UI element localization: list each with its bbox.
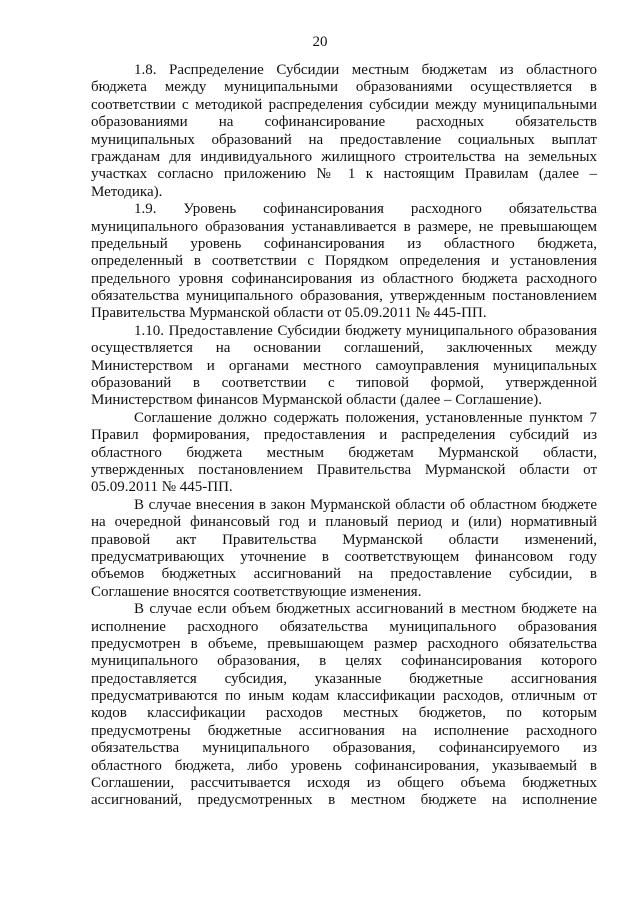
paragraph [91, 497, 597, 601]
paragraph [91, 62, 597, 201]
text-line: предусмотрен в объеме, превышающем размер расходного обязательства [91, 635, 597, 652]
text-line: на очередной финансовый год и плановый период и (или) нормативный [91, 514, 597, 531]
text-line: В случае если объем бюджетных ассигнований в местном бюджете на [134, 601, 597, 618]
text-line: предельный уровень софинансирования из областного бюджета, [91, 235, 597, 252]
text-line: осуществляется на основании соглашений, заключенных между [91, 340, 597, 357]
text-line: муниципальных образований на предоставление социальных выплат [91, 131, 597, 148]
text-line: Правил формирования, предоставления и распределения субсидий из [91, 427, 597, 444]
text-line: областного бюджета местным бюджетам Мурманской области, [91, 444, 597, 461]
text-line: бюджета между муниципальными образованиями осуществляется в [91, 79, 597, 96]
text-line: образований в соответствии с типовой формой, утвержденной [91, 375, 597, 392]
paragraph [91, 201, 597, 323]
text-line: Соглашение должно содержать положения, установленные пунктом 7 [134, 409, 597, 426]
text-line: правовой акт Правительства Мурманской области изменений, [91, 531, 597, 548]
text-line: 1.10. Предоставление Субсидии бюджету муниципального образования [134, 322, 597, 339]
text-line: 1.8. Распределение Субсидии местным бюджетам из областного [134, 62, 597, 78]
text-line: областного бюджета, либо уровень софинансирования, указываемый в [91, 757, 597, 774]
text-line: предусмотрены бюджетные ассигнования на исполнение расходного [91, 722, 597, 739]
text-line: муниципального образования, в целях софинансирования которого [91, 653, 597, 670]
text-line: утвержденных постановлением Правительства Мурманской области от [91, 461, 597, 478]
page-number: 20 [312, 34, 328, 50]
text-line: участках согласно приложению № 1 к настоящим Правилам (далее – [91, 166, 597, 183]
text-line: объемов бюджетных ассигнований на предоставление субсидии, в [91, 566, 597, 583]
text-line: определенный в соответствии с Порядком определения и установления [91, 253, 597, 270]
text-line: предусматриваются по иным кодам классификации расходов, отличным от [91, 688, 597, 705]
text-line: гражданам для индивидуального жилищного строительства на земельных [91, 148, 597, 165]
text-line: Соглашение вносятся соответствующие изменения. [91, 583, 422, 600]
text-line: муниципального образования устанавливается в размере, не превышающем [91, 218, 597, 235]
text-line: Министерством финансов Мурманской области (далее – Соглашение). [91, 392, 542, 409]
text-line: кодов классификации расходов местных бюджетов, по которым [91, 705, 597, 722]
text-line: Методика). [91, 183, 163, 200]
text-line: Министерством и органами местного самоуправления муниципальных [91, 357, 597, 374]
text-line: обязательства муниципального образования, утвержденным постановлением [91, 288, 597, 305]
text-line: обязательства муниципального образования, софинансируемого из [91, 740, 597, 757]
text-line: предусматривающих уточнение в соответствующем финансовом году [91, 548, 597, 565]
paragraph [91, 323, 597, 410]
text-line: 1.9. Уровень софинансирования расходного обязательства [134, 201, 597, 218]
text-line: соответствии с методикой распределения субсидии между муниципальными [91, 96, 597, 113]
text-line: исполнение расходного обязательства муниципального образования [91, 618, 597, 635]
text-line: В случае внесения в закон Мурманской области об областном бюджете [134, 496, 597, 513]
text-line: предельного уровня софинансирования из областного бюджета расходного [91, 270, 597, 287]
text-line: предоставляется субсидия, указанные бюджетные ассигнования [91, 670, 597, 687]
text-line: Соглашении, рассчитывается исходя из общего объема бюджетных [91, 775, 597, 792]
text-line: 05.09.2011 № 445-ПП. [91, 479, 233, 496]
text-line: Правительства Мурманской области от 05.09.2011 № 445-ПП. [91, 305, 487, 322]
document-body [91, 62, 597, 810]
paragraph [91, 410, 597, 497]
paragraph [91, 601, 597, 810]
text-line: образованиями на софинансирование расходных обязательств [91, 114, 597, 131]
text-line: ассигнований, предусмотренных в местном бюджете на исполнение [91, 792, 597, 809]
